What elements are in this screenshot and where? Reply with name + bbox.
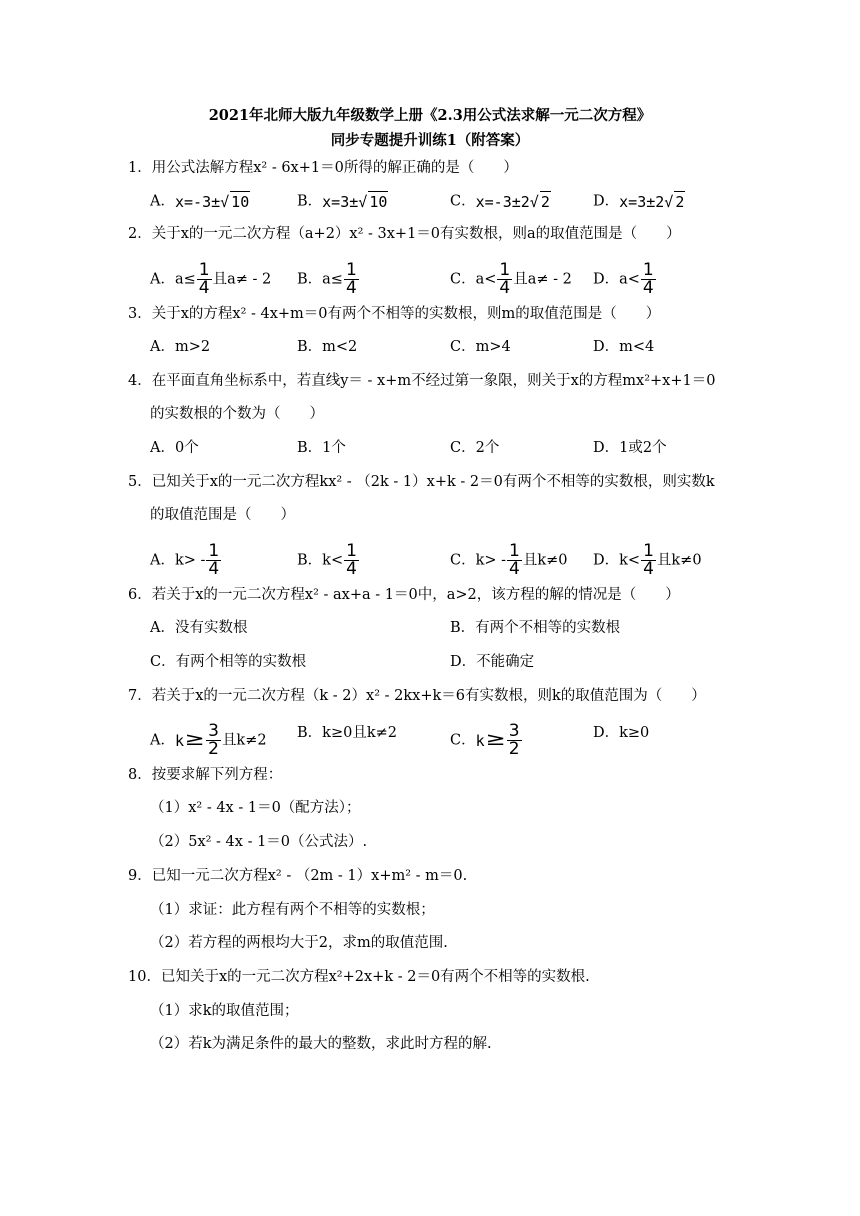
question-1-stem: 1．用公式法解方程x² - 6x+1＝0所得的解正确的是（ ） [128, 160, 518, 176]
q3-option-c: C．m>4 [450, 339, 511, 355]
q5-option-a: A．k> - $\frac{1}{4}$ [150, 541, 220, 579]
question-6-stem: 6．若关于x的一元二次方程x² - ax+a - 1＝0中，a>2，该方程的解的情况是（ ） [128, 587, 680, 603]
fraction: $\frac{1}{4}$ [499, 260, 511, 298]
q4-option-b: B．1个 [297, 440, 346, 456]
q5-option-c: C．k> - $\frac{1}{4}$ 且k≠0 [450, 541, 568, 579]
question-4-stem-cont: 的实数根的个数为（ ） [150, 406, 324, 422]
fraction: $\frac{1}{4}$ [509, 541, 520, 579]
question-7-stem: 7．若关于x的一元二次方程（k - 2）x² - 2kx+k＝6有实数根，则k的取值范围为（ ） [128, 688, 706, 704]
worksheet-title: 2021年北师大版九年级数学上册《2.3用公式法求解一元二次方程》 [208, 107, 652, 124]
q6-option-d: D．不能确定 [450, 654, 535, 670]
fraction: $\frac{1}{4}$ [345, 260, 357, 298]
q2-option-b: B．a≤ $\frac{1}{4}$ [297, 260, 357, 298]
question-8-part-1: （1）x² - 4x - 1＝0（配方法）； [150, 800, 361, 816]
fraction: $\frac{3}{2}$ [208, 721, 219, 759]
question-10-part-2: （2）若k为满足条件的最大的整数，求此时方程的解. [150, 1036, 492, 1052]
question-5-stem-cont: 的取值范围是（ ） [150, 507, 295, 523]
q5-option-d: D．k< $\frac{1}{4}$ 且k≠0 [593, 541, 702, 579]
q2-option-d: D．a< $\frac{1}{4}$ [593, 260, 654, 298]
q1-option-b: B．x=3±√ 10 [297, 193, 388, 211]
question-3-stem: 3．关于x的方程x² - 4x+m＝0有两个不相等的实数根，则m的取值范围是（ ） [128, 306, 661, 322]
q5-option-b: B．k< $\frac{1}{4}$ [297, 541, 357, 579]
question-10-part-1: （1）求k的取值范围； [150, 1003, 299, 1019]
question-9-part-2: （2）若方程的两根均大于2，求m的取值范围. [150, 935, 448, 951]
fraction: $\frac{1}{4}$ [198, 260, 210, 298]
question-10-stem: 10．已知关于x的一元二次方程x²+2x+k - 2＝0有两个不相等的实数根. [128, 969, 590, 985]
q6-option-a: A．没有实数根 [150, 620, 248, 636]
q2-option-a: A．a≤ $\frac{1}{4}$ 且a≠ - 2 [150, 260, 272, 298]
q7-option-a: A．k≥ $\frac{3}{2}$ 且k≠2 [150, 721, 267, 759]
worksheet-subtitle: 同步专题提升训练1（附答案） [330, 132, 530, 149]
q3-option-d: D．m<4 [593, 339, 655, 355]
q1-option-d: D．x=3±2√ 2 [593, 193, 685, 211]
q1-option-c: C．x=-3±2√ 2 [450, 193, 550, 211]
q3-option-a: A．m>2 [150, 339, 211, 355]
fraction: $\frac{1}{4}$ [208, 541, 220, 579]
q2-option-c: C．a< $\frac{1}{4}$ 且a≠ - 2 [450, 260, 572, 298]
q6-option-c: C．有两个相等的实数根 [150, 654, 307, 670]
q7-option-c: C．k≥ $\frac{3}{2}$ [450, 721, 520, 759]
q4-option-c: C．2个 [450, 440, 500, 456]
question-9-stem: 9．已知一元二次方程x² - （2m - 1）x+m² - m＝0. [128, 868, 468, 884]
fraction: $\frac{3}{2}$ [508, 721, 520, 759]
q4-option-d: D．1或2个 [593, 440, 667, 456]
q6-option-b: B．有两个不相等的实数根 [450, 620, 621, 636]
fraction: $\frac{1}{4}$ [642, 260, 654, 298]
fraction: $\frac{1}{4}$ [643, 541, 654, 579]
question-4-stem: 4．在平面直角坐标系中，若直线y＝ - x+m不经过第一象限，则关于x的方程mx²+x+1＝0 [128, 373, 716, 389]
question-8-stem: 8．按要求解下列方程： [128, 767, 283, 783]
q1-option-a: A．x=-3±√ 10 [150, 193, 250, 211]
question-8-part-2: （2）5x² - 4x - 1＝0（公式法）. [150, 834, 368, 850]
question-5-stem: 5．已知关于x的一元二次方程kx² - （2k - 1）x+k - 2＝0有两个不相等的实数根，则实数k [128, 474, 715, 490]
q7-option-b: B．k≥0且k≠2 [297, 725, 397, 741]
q4-option-a: A．0个 [150, 440, 199, 456]
question-2-stem: 2．关于x的一元二次方程（a+2）x² - 3x+1＝0有实数根，则a的取值范围是（ ） [128, 226, 681, 242]
q3-option-b: B．m<2 [297, 339, 358, 355]
fraction: $\frac{1}{4}$ [346, 541, 357, 579]
q7-option-d: D．k≥0 [593, 725, 650, 741]
question-9-part-1: （1）求证：此方程有两个不相等的实数根； [150, 902, 435, 918]
